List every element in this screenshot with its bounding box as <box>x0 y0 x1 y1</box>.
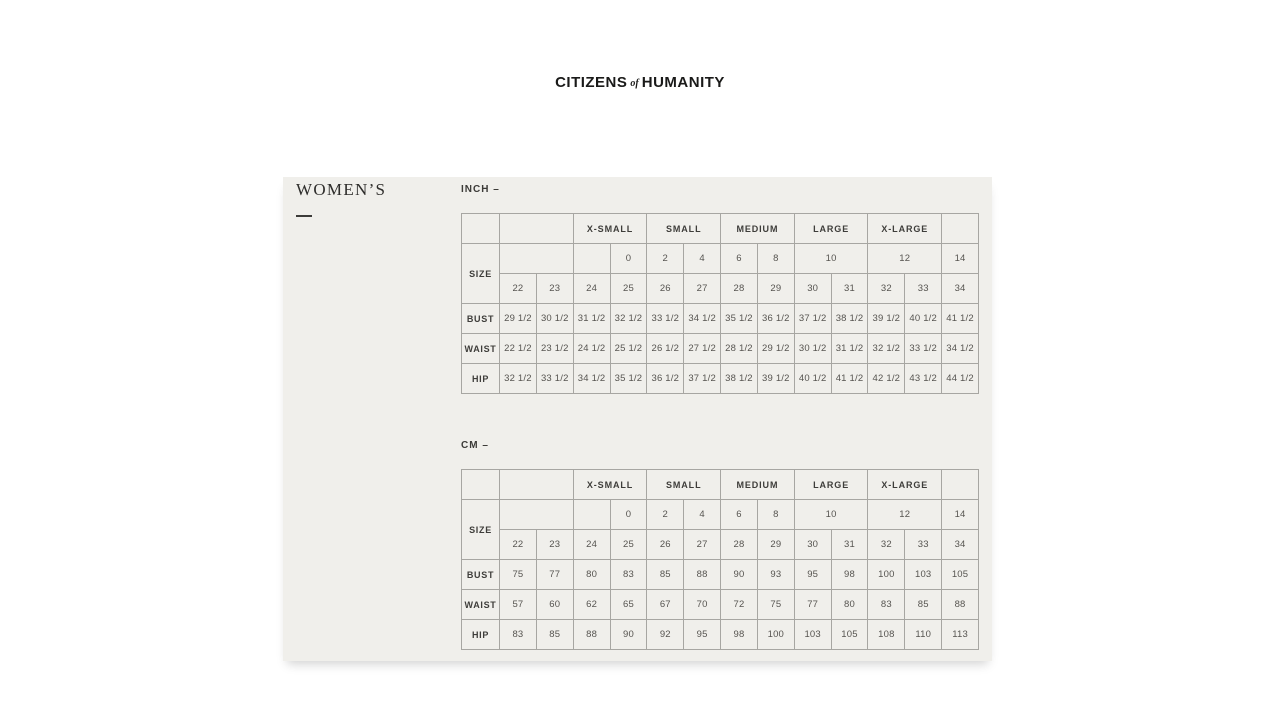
measure-value-cell: 110 <box>905 620 942 650</box>
numeric-size-cell: 26 <box>647 530 684 560</box>
us-size-cell: 12 <box>868 244 942 274</box>
measure-row <box>462 364 979 394</box>
us-size-cell: 4 <box>684 244 721 274</box>
measure-row-label: BUST <box>462 304 500 334</box>
measure-value-cell: 105 <box>942 560 979 590</box>
measure-value-cell: 43 1/2 <box>905 364 942 394</box>
measure-value-cell: 32 1/2 <box>610 304 647 334</box>
numeric-size-cell: 34 <box>942 274 979 304</box>
measure-value-cell: 83 <box>610 560 647 590</box>
measure-value-cell: 39 1/2 <box>757 364 794 394</box>
measure-value-cell: 30 1/2 <box>794 334 831 364</box>
numeric-size-cell: 24 <box>573 274 610 304</box>
size-group-header: LARGE <box>794 470 868 500</box>
measure-value-cell: 38 1/2 <box>721 364 758 394</box>
measure-row-label: WAIST <box>462 334 500 364</box>
measure-value-cell: 80 <box>573 560 610 590</box>
size-group-header: X-SMALL <box>573 470 647 500</box>
measure-value-cell: 103 <box>905 560 942 590</box>
numeric-size-cell: 31 <box>831 274 868 304</box>
us-size-cell: 14 <box>942 244 979 274</box>
cm-unit-label: CM – <box>461 440 489 451</box>
measure-value-cell: 95 <box>794 560 831 590</box>
measure-value-cell: 31 1/2 <box>573 304 610 334</box>
measure-row <box>462 560 979 590</box>
size-group-header: X-LARGE <box>868 470 942 500</box>
measure-value-cell: 39 1/2 <box>868 304 905 334</box>
measure-value-cell: 100 <box>757 620 794 650</box>
us-size-cell: 0 <box>610 244 647 274</box>
empty-size-cell <box>500 500 574 530</box>
measure-value-cell: 29 1/2 <box>757 334 794 364</box>
measure-value-cell: 65 <box>610 590 647 620</box>
measure-value-cell: 32 1/2 <box>868 334 905 364</box>
numeric-size-cell: 32 <box>868 530 905 560</box>
measure-row-label: WAIST <box>462 590 500 620</box>
measure-value-cell: 22 1/2 <box>500 334 537 364</box>
measure-row-label: HIP <box>462 364 500 394</box>
numeric-size-cell: 27 <box>684 274 721 304</box>
measure-value-cell: 33 1/2 <box>536 364 573 394</box>
measure-value-cell: 60 <box>536 590 573 620</box>
numeric-size-cell: 26 <box>647 274 684 304</box>
empty-size-cell <box>573 500 610 530</box>
numeric-size-cell: 29 <box>757 274 794 304</box>
measure-row <box>462 334 979 364</box>
measure-value-cell: 62 <box>573 590 610 620</box>
measure-value-cell: 77 <box>794 590 831 620</box>
measure-value-cell: 44 1/2 <box>942 364 979 394</box>
us-size-cell: 6 <box>721 500 758 530</box>
brand-logo <box>0 74 1280 92</box>
size-group-header: X-SMALL <box>573 214 647 244</box>
measure-value-cell: 98 <box>721 620 758 650</box>
measure-row <box>462 620 979 650</box>
us-size-cell: 14 <box>942 500 979 530</box>
measure-value-cell: 35 1/2 <box>721 304 758 334</box>
measure-value-cell: 83 <box>868 590 905 620</box>
measure-value-cell: 93 <box>757 560 794 590</box>
us-size-cell: 10 <box>794 500 868 530</box>
empty-group-cell <box>500 470 574 500</box>
measure-value-cell: 88 <box>573 620 610 650</box>
cm-table-block <box>461 441 979 650</box>
measure-value-cell: 36 1/2 <box>647 364 684 394</box>
measure-value-cell: 42 1/2 <box>868 364 905 394</box>
measure-value-cell: 72 <box>721 590 758 620</box>
measure-value-cell: 40 1/2 <box>794 364 831 394</box>
measure-value-cell: 57 <box>500 590 537 620</box>
numeric-size-cell: 23 <box>536 530 573 560</box>
measure-value-cell: 23 1/2 <box>536 334 573 364</box>
measure-row-label: BUST <box>462 560 500 590</box>
numeric-size-cell: 23 <box>536 274 573 304</box>
measure-value-cell: 103 <box>794 620 831 650</box>
measure-value-cell: 25 1/2 <box>610 334 647 364</box>
corner-cell <box>462 214 500 244</box>
numeric-size-cell: 30 <box>794 274 831 304</box>
size-row-label: SIZE <box>462 500 500 560</box>
measure-value-cell: 26 1/2 <box>647 334 684 364</box>
inch-table-block <box>461 185 979 394</box>
measure-value-cell: 31 1/2 <box>831 334 868 364</box>
size-group-header: MEDIUM <box>721 470 795 500</box>
numeric-size-cell: 27 <box>684 530 721 560</box>
measure-value-cell: 35 1/2 <box>610 364 647 394</box>
size-group-header: X-LARGE <box>868 214 942 244</box>
measure-value-cell: 83 <box>500 620 537 650</box>
measure-value-cell: 41 1/2 <box>831 364 868 394</box>
inch-size-table <box>461 213 979 394</box>
empty-size-cell <box>573 244 610 274</box>
numeric-size-cell: 22 <box>500 274 537 304</box>
inch-unit-label: INCH – <box>461 184 500 195</box>
brand-word-humanity: HUMANITY <box>641 74 725 91</box>
us-size-cell: 8 <box>757 500 794 530</box>
measure-value-cell: 98 <box>831 560 868 590</box>
numeric-size-cell: 31 <box>831 530 868 560</box>
measure-value-cell: 95 <box>684 620 721 650</box>
measure-value-cell: 88 <box>942 590 979 620</box>
measure-value-cell: 108 <box>868 620 905 650</box>
empty-group-cell <box>500 214 574 244</box>
measure-value-cell: 70 <box>684 590 721 620</box>
us-size-cell: 4 <box>684 500 721 530</box>
numeric-size-cell: 25 <box>610 274 647 304</box>
size-group-header: LARGE <box>794 214 868 244</box>
us-size-cell: 2 <box>647 244 684 274</box>
numeric-size-cell: 28 <box>721 530 758 560</box>
measure-value-cell: 77 <box>536 560 573 590</box>
measure-value-cell: 75 <box>500 560 537 590</box>
measure-value-cell: 67 <box>647 590 684 620</box>
measure-value-cell: 80 <box>831 590 868 620</box>
measure-value-cell: 34 1/2 <box>684 304 721 334</box>
measure-value-cell: 85 <box>647 560 684 590</box>
measure-row <box>462 590 979 620</box>
charts-column <box>461 185 979 650</box>
measure-value-cell: 33 1/2 <box>905 334 942 364</box>
empty-group-cell <box>942 214 979 244</box>
empty-group-cell <box>942 470 979 500</box>
size-group-header: SMALL <box>647 470 721 500</box>
numeric-size-cell: 33 <box>905 274 942 304</box>
measure-value-cell: 33 1/2 <box>647 304 684 334</box>
empty-size-cell <box>500 244 574 274</box>
section-header <box>296 180 386 217</box>
numeric-size-cell: 25 <box>610 530 647 560</box>
section-title-underline <box>296 215 312 217</box>
measure-value-cell: 90 <box>721 560 758 590</box>
measure-value-cell: 37 1/2 <box>794 304 831 334</box>
us-size-cell: 12 <box>868 500 942 530</box>
numeric-size-cell: 22 <box>500 530 537 560</box>
measure-value-cell: 28 1/2 <box>721 334 758 364</box>
measure-value-cell: 37 1/2 <box>684 364 721 394</box>
measure-value-cell: 75 <box>757 590 794 620</box>
measure-value-cell: 36 1/2 <box>757 304 794 334</box>
measure-row <box>462 304 979 334</box>
section-title: WOMEN’S <box>296 180 387 199</box>
brand-word-of: of <box>630 78 639 89</box>
measure-value-cell: 41 1/2 <box>942 304 979 334</box>
numeric-size-cell: 34 <box>942 530 979 560</box>
corner-cell <box>462 470 500 500</box>
size-row-label: SIZE <box>462 244 500 304</box>
measure-value-cell: 29 1/2 <box>500 304 537 334</box>
measure-value-cell: 30 1/2 <box>536 304 573 334</box>
us-size-cell: 0 <box>610 500 647 530</box>
numeric-size-cell: 29 <box>757 530 794 560</box>
measure-row-label: HIP <box>462 620 500 650</box>
numeric-size-cell: 32 <box>868 274 905 304</box>
measure-value-cell: 34 1/2 <box>942 334 979 364</box>
measure-value-cell: 100 <box>868 560 905 590</box>
us-size-cell: 10 <box>794 244 868 274</box>
size-chart-panel <box>283 177 992 661</box>
numeric-size-cell: 28 <box>721 274 758 304</box>
size-group-header: MEDIUM <box>721 214 795 244</box>
us-size-cell: 6 <box>721 244 758 274</box>
measure-value-cell: 32 1/2 <box>500 364 537 394</box>
measure-value-cell: 105 <box>831 620 868 650</box>
measure-value-cell: 113 <box>942 620 979 650</box>
measure-value-cell: 27 1/2 <box>684 334 721 364</box>
measure-value-cell: 85 <box>536 620 573 650</box>
brand-word-citizens: CITIZENS <box>555 74 628 91</box>
measure-value-cell: 38 1/2 <box>831 304 868 334</box>
measure-value-cell: 40 1/2 <box>905 304 942 334</box>
us-size-cell: 8 <box>757 244 794 274</box>
cm-size-table <box>461 469 979 650</box>
measure-value-cell: 90 <box>610 620 647 650</box>
measure-value-cell: 92 <box>647 620 684 650</box>
measure-value-cell: 24 1/2 <box>573 334 610 364</box>
numeric-size-cell: 24 <box>573 530 610 560</box>
size-group-header: SMALL <box>647 214 721 244</box>
measure-value-cell: 34 1/2 <box>573 364 610 394</box>
numeric-size-cell: 30 <box>794 530 831 560</box>
measure-value-cell: 88 <box>684 560 721 590</box>
us-size-cell: 2 <box>647 500 684 530</box>
measure-value-cell: 85 <box>905 590 942 620</box>
numeric-size-cell: 33 <box>905 530 942 560</box>
